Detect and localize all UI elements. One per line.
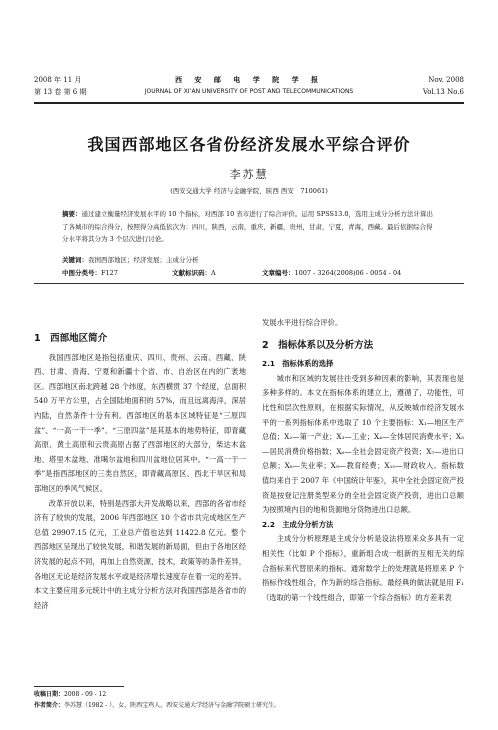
article-number: 文章编号：1007 - 3264(2008)06 - 0054 - 04 xyxy=(262,269,402,277)
paper-author: 李苏慧 xyxy=(229,168,269,181)
clc-number: 中图分类号：F127 xyxy=(62,269,118,277)
footnote-rule xyxy=(34,686,124,687)
author-bio: 作者简介：李苏慧（1982 - ），女，陕西宝鸡人，西安交通大学经济与金融学院硕士研究生。 xyxy=(34,702,281,709)
received-date: 收稿日期：2008 - 09 - 12 xyxy=(34,691,107,698)
journal-name-en: JOURNAL OF XI’AN UNIVERSITY OF POST AND TELECOMMUNICATIONS xyxy=(144,88,354,95)
abstract xyxy=(62,208,438,246)
header-rule xyxy=(34,102,464,104)
header-date-en: Nov. 2008 xyxy=(428,76,464,84)
header-volume: 第 13 卷 第 6 期 xyxy=(34,88,87,96)
author-affiliation: (西安交通大学 经济与金融学院，陕西 西安 710061) xyxy=(170,187,328,195)
right-column xyxy=(262,316,464,605)
subsection-2-2-title: 2.2 主成分分析方法 xyxy=(262,519,334,529)
paragraph: 城市和区域的发展往往受到多种因素的影响，其表现也是多种多样的。本文在指标体系的建立上，遵循了，功能性，可比性和层次性原则，在根据实际情况，从反映城市经济发展水平的一系列指标体系中选取了 10 个主要指标：X₁—地区生产总值；X₂—第一产业；X₃—工业；X₄—全体居民消费水平；X₅—居民消费价格指数；X₆—全社会固定资产投资；X₇—进出口总额；X₈—失业率；X₉—教育经费；X₁₀—财政收入。指标数值均来自于 2007 年《中国统计年鉴》，其中全社会固定资产投资是按登记注册类型来分的全社会固定资产投资，进出口总额为按照境内目的地和货源地分货物进出口总额。 xyxy=(262,373,464,515)
abstract-label: 摘要： xyxy=(62,210,82,218)
header-journal-name xyxy=(34,74,464,98)
document-code: 文献标识码：A xyxy=(172,269,216,277)
header-volume-en: Vol.13 No.6 xyxy=(422,88,464,96)
section-2-title: 2 指标体系以及分析方法 xyxy=(262,339,374,351)
journal-name-cn: 西 安 邮 电 学 院 学 报 xyxy=(174,75,324,84)
subsection-2-1-title: 2.1 指标体系的选择 xyxy=(262,359,334,369)
section-1-title: 1 西部地区简介 xyxy=(34,333,108,344)
abstract-text: 通过建立衡量经济发展水平的 10 个指标，对西部 10 省市进行了综合评价。运用 SPSS13.0，选用主成分分析方法计算出了各城市的综合得分，按照得分高低依次为：四川，陕西，云南，重庆，新疆，贵州，甘肃，宁夏，青海，西藏。最后依据综合得分水平将其分为 3 个层次进行讨论。 xyxy=(62,210,433,243)
paragraph: 主成分分析原理是主成分分析是设法将原来众多具有一定相关性（比如 P 个指标），重新组合成一组新的互相无关的综合指标来代替原来的指标。通常数学上的处理就是将原来 P 个指标作线性组合，作为新的综合指标。最经典的做法就是用 F₁（选取的第一个线性组合，即第一个综合指标）的方差来表 xyxy=(262,534,464,602)
paper-title: 我国西部地区各省份经济发展水平综合评价 xyxy=(87,135,411,154)
keywords xyxy=(62,254,438,266)
header-date: 2008 年 11 月 xyxy=(34,76,82,84)
paragraph: 改革开放以来，特别是西部大开发战略以来，西部的各省市经济有了较快的发展，2006 年西部地区 10 个省市共完成地区生产总值 29907.15 亿元，工业总产值也达到 11422.8 亿元。整个西部地区呈现出了较快发展，和谐发展的新局面，但由于各地区经济发展的起点不同，再加上自然资源，技术，政策等的条件差异，各地区无论是经济发展水平或是经济增长速度存在着一定的差异。本文主要应用多元统计中的主成分分析方法对我国西部是各省市的经济 xyxy=(34,498,246,610)
abstract-rule xyxy=(34,283,464,284)
paragraph: 我国西部地区是指包括重庆、四川、贵州、云南、西藏、陕西、甘肃、青海、宁夏和新疆十个省、市、自治区在内的广袤地区。西部地区南北跨越 28 个纬度，东西横贯 37 个经度，总面积 540 万平方公里，占全国陆地面积的 57%，而且远离海洋，深居内陆，自然条件十分有利。西部地区的基本区域特征是“三原四盆”、“一高一干一季”。“三原四盆”是其基本的地势特征，即青藏高原、黄土高原和云贵高原占据了西部地区的大部分，柴达木盆地、塔里木盆地、准噶尔盆地和四川盆地位居其中。“一高一干一季”是指西部地区的三类自然区，即青藏高原区、西北干旱区和局部地区的季风气候区。 xyxy=(34,352,246,493)
keywords-label: 关键词： xyxy=(62,256,88,264)
journal-header xyxy=(34,74,464,104)
header-issue-en xyxy=(423,74,464,98)
keywords-text: 我国西部地区；经济发展；主成分分析 xyxy=(88,256,199,264)
left-column xyxy=(34,332,246,613)
paragraph-continued: 发展水平进行综合评价。 xyxy=(262,318,343,327)
